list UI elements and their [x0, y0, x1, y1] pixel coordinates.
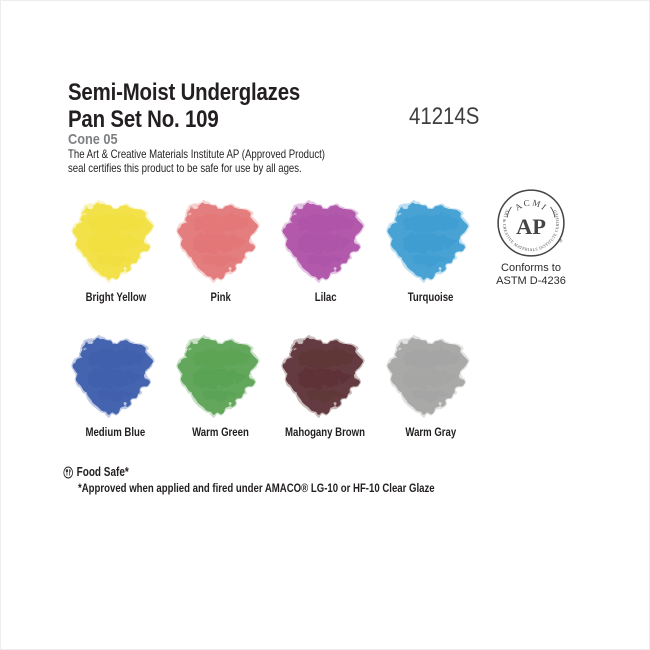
- acmi-ap-seal: [496, 188, 566, 258]
- swatch-label: Turquoise: [407, 290, 454, 304]
- product-title-line-1: Semi-Moist Underglazes: [68, 79, 301, 106]
- swatch-cell-medium-blue: [63, 334, 168, 439]
- seal-caption-line-1: Conforms to: [501, 262, 561, 274]
- swatch-cell-warm-gray: [378, 334, 483, 439]
- product-title-line-2: Pan Set No. 109: [68, 106, 219, 133]
- footer: [63, 465, 583, 495]
- seal-ap-text: AP: [516, 214, 546, 240]
- swatch-label: Mahogany Brown: [285, 425, 366, 439]
- swatch-cell-turquoise: [378, 199, 483, 304]
- seal-acmi-text: ACMI: [512, 197, 550, 213]
- seal-ring-text: ART & CREATIVE MATERIALS INSTITUTE CERTIFIED: [501, 208, 561, 252]
- seal-registered-mark: ®: [559, 238, 563, 244]
- description-line-2: seal certifies this product to be safe for use by all ages.: [68, 161, 302, 175]
- swatch-cell-lilac: [273, 199, 378, 304]
- paint-swatch: [279, 334, 373, 418]
- paint-swatch: [69, 199, 163, 283]
- paint-swatch: [384, 199, 478, 283]
- food-safe-label: Food Safe*: [76, 465, 129, 479]
- swatch-label: Medium Blue: [85, 425, 146, 439]
- swatch-label: Warm Gray: [405, 425, 456, 439]
- approved-note: *Approved when applied and fired under AMACO® LG-10 or HF-10 Clear Glaze: [78, 481, 435, 495]
- acmi-ap-seal-graphic: [496, 188, 566, 258]
- swatch-cell-bright-yellow: [63, 199, 168, 304]
- food-safe-line: [63, 465, 479, 479]
- cone-label: Cone 05: [68, 131, 118, 148]
- product-title-block: [68, 79, 408, 133]
- paint-swatch: [69, 334, 163, 418]
- seal-caption-line-2: ASTM D-4236: [496, 274, 566, 287]
- paint-swatch: [279, 199, 373, 283]
- swatch-cell-pink: [168, 199, 273, 304]
- swatch-cell-mahogany-brown: [273, 334, 378, 439]
- food-safe-icon: [63, 466, 73, 479]
- swatch-grid: [63, 199, 483, 439]
- swatch-label: Warm Green: [192, 425, 249, 439]
- swatch-label: Lilac: [314, 290, 337, 304]
- description-line-1: The Art & Creative Materials Institute AP (Approved Product): [68, 147, 326, 161]
- swatch-label: Bright Yellow: [85, 290, 146, 304]
- seal-caption: [481, 262, 581, 287]
- product-description: [68, 147, 325, 175]
- swatch-label: Pink: [210, 290, 231, 304]
- paint-swatch: [174, 199, 268, 283]
- paint-swatch: [384, 334, 478, 418]
- paint-swatch: [174, 334, 268, 418]
- swatch-cell-warm-green: [168, 334, 273, 439]
- product-sku: 41214S: [409, 103, 480, 130]
